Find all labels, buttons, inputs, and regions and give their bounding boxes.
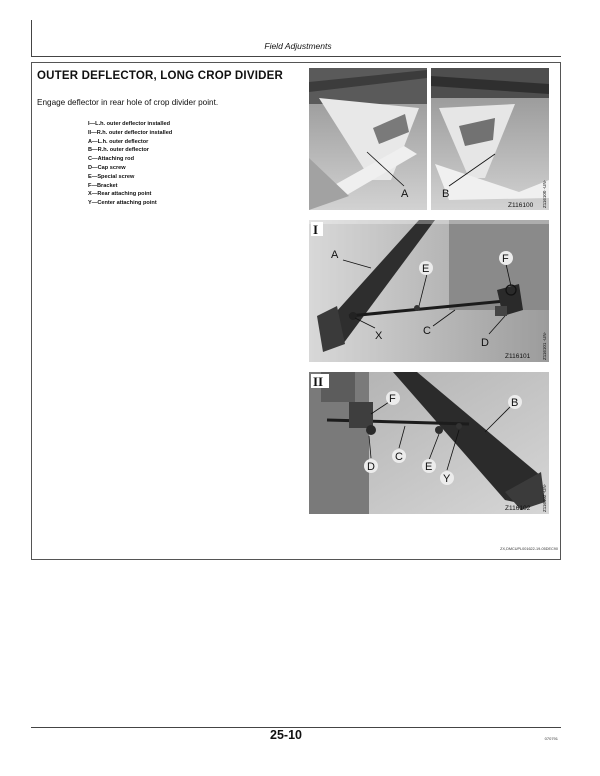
figure-top-label-b: B [442,188,450,200]
legend-item: E—Special screw [88,173,135,180]
figure-bottom-side-code: Z116102 -UN- [542,483,547,512]
legend-item: II—R.h. outer deflector installed [88,129,173,136]
figure-middle-roman: I [313,222,319,237]
figure-middle-label-a: A [331,249,339,261]
figure-middle-photo [309,220,549,362]
instruction-text: Engage deflector in rear hole of crop divider point. [37,98,219,107]
figure-middle-label-x: X [375,330,383,342]
date-code: 070791 [544,736,558,741]
figure-top-drawing [309,68,549,210]
figure-bottom-label-d: D [367,461,375,473]
figure-top-label-a: A [401,188,409,200]
figure-middle-label-e: E [422,263,430,275]
figure-bottom-drawing [309,372,549,514]
figure-top-side-code: Z116100 -UN- [542,179,547,208]
legend-item: D—Cap screw [88,164,126,171]
figure-middle-side-code: Z116101 -UN- [542,331,547,360]
figure-middle-label-f: F [502,253,509,265]
page-heading: OUTER DEFLECTOR, LONG CROP DIVIDER [37,70,283,82]
figure-top-photo [309,68,549,210]
page-number: 25-10 [270,728,302,742]
figure-top-id: Z116100 [508,202,534,209]
legend-item: Y—Center attaching point [88,200,157,207]
header-rule [31,56,561,57]
figure-middle-drawing [309,220,549,362]
legend-item: F—Bracket [88,182,118,189]
legend-item: I—L.h. outer deflector installed [88,121,171,127]
section-title: Field Adjustments [264,41,332,51]
figure-bottom-label-f: F [389,393,396,405]
figure-bottom-photo [309,372,549,514]
figure-middle-id: Z116101 [505,353,531,360]
document-code: ZX,DMCUPL001622-19-05DEC90 [500,547,558,551]
legend-item: X—Rear attaching point [88,191,152,198]
legend-item: B—R.h. outer deflector [88,147,149,154]
figure-bottom-id: Z116102 [505,505,531,512]
parts-legend [88,120,172,208]
figure-middle-label-d: D [481,337,489,349]
legend-item: C—Attaching rod [88,156,134,163]
header-frame-line [31,20,32,57]
figure-middle-label-c: C [423,325,431,337]
figure-bottom-label-e: E [425,461,433,473]
legend-item: A—L.h. outer deflector [88,138,149,145]
figure-bottom-label-c: C [395,451,403,463]
figure-bottom-roman: II [313,374,324,389]
figure-bottom-label-b: B [511,397,519,409]
figure-bottom-label-y: Y [443,473,451,485]
